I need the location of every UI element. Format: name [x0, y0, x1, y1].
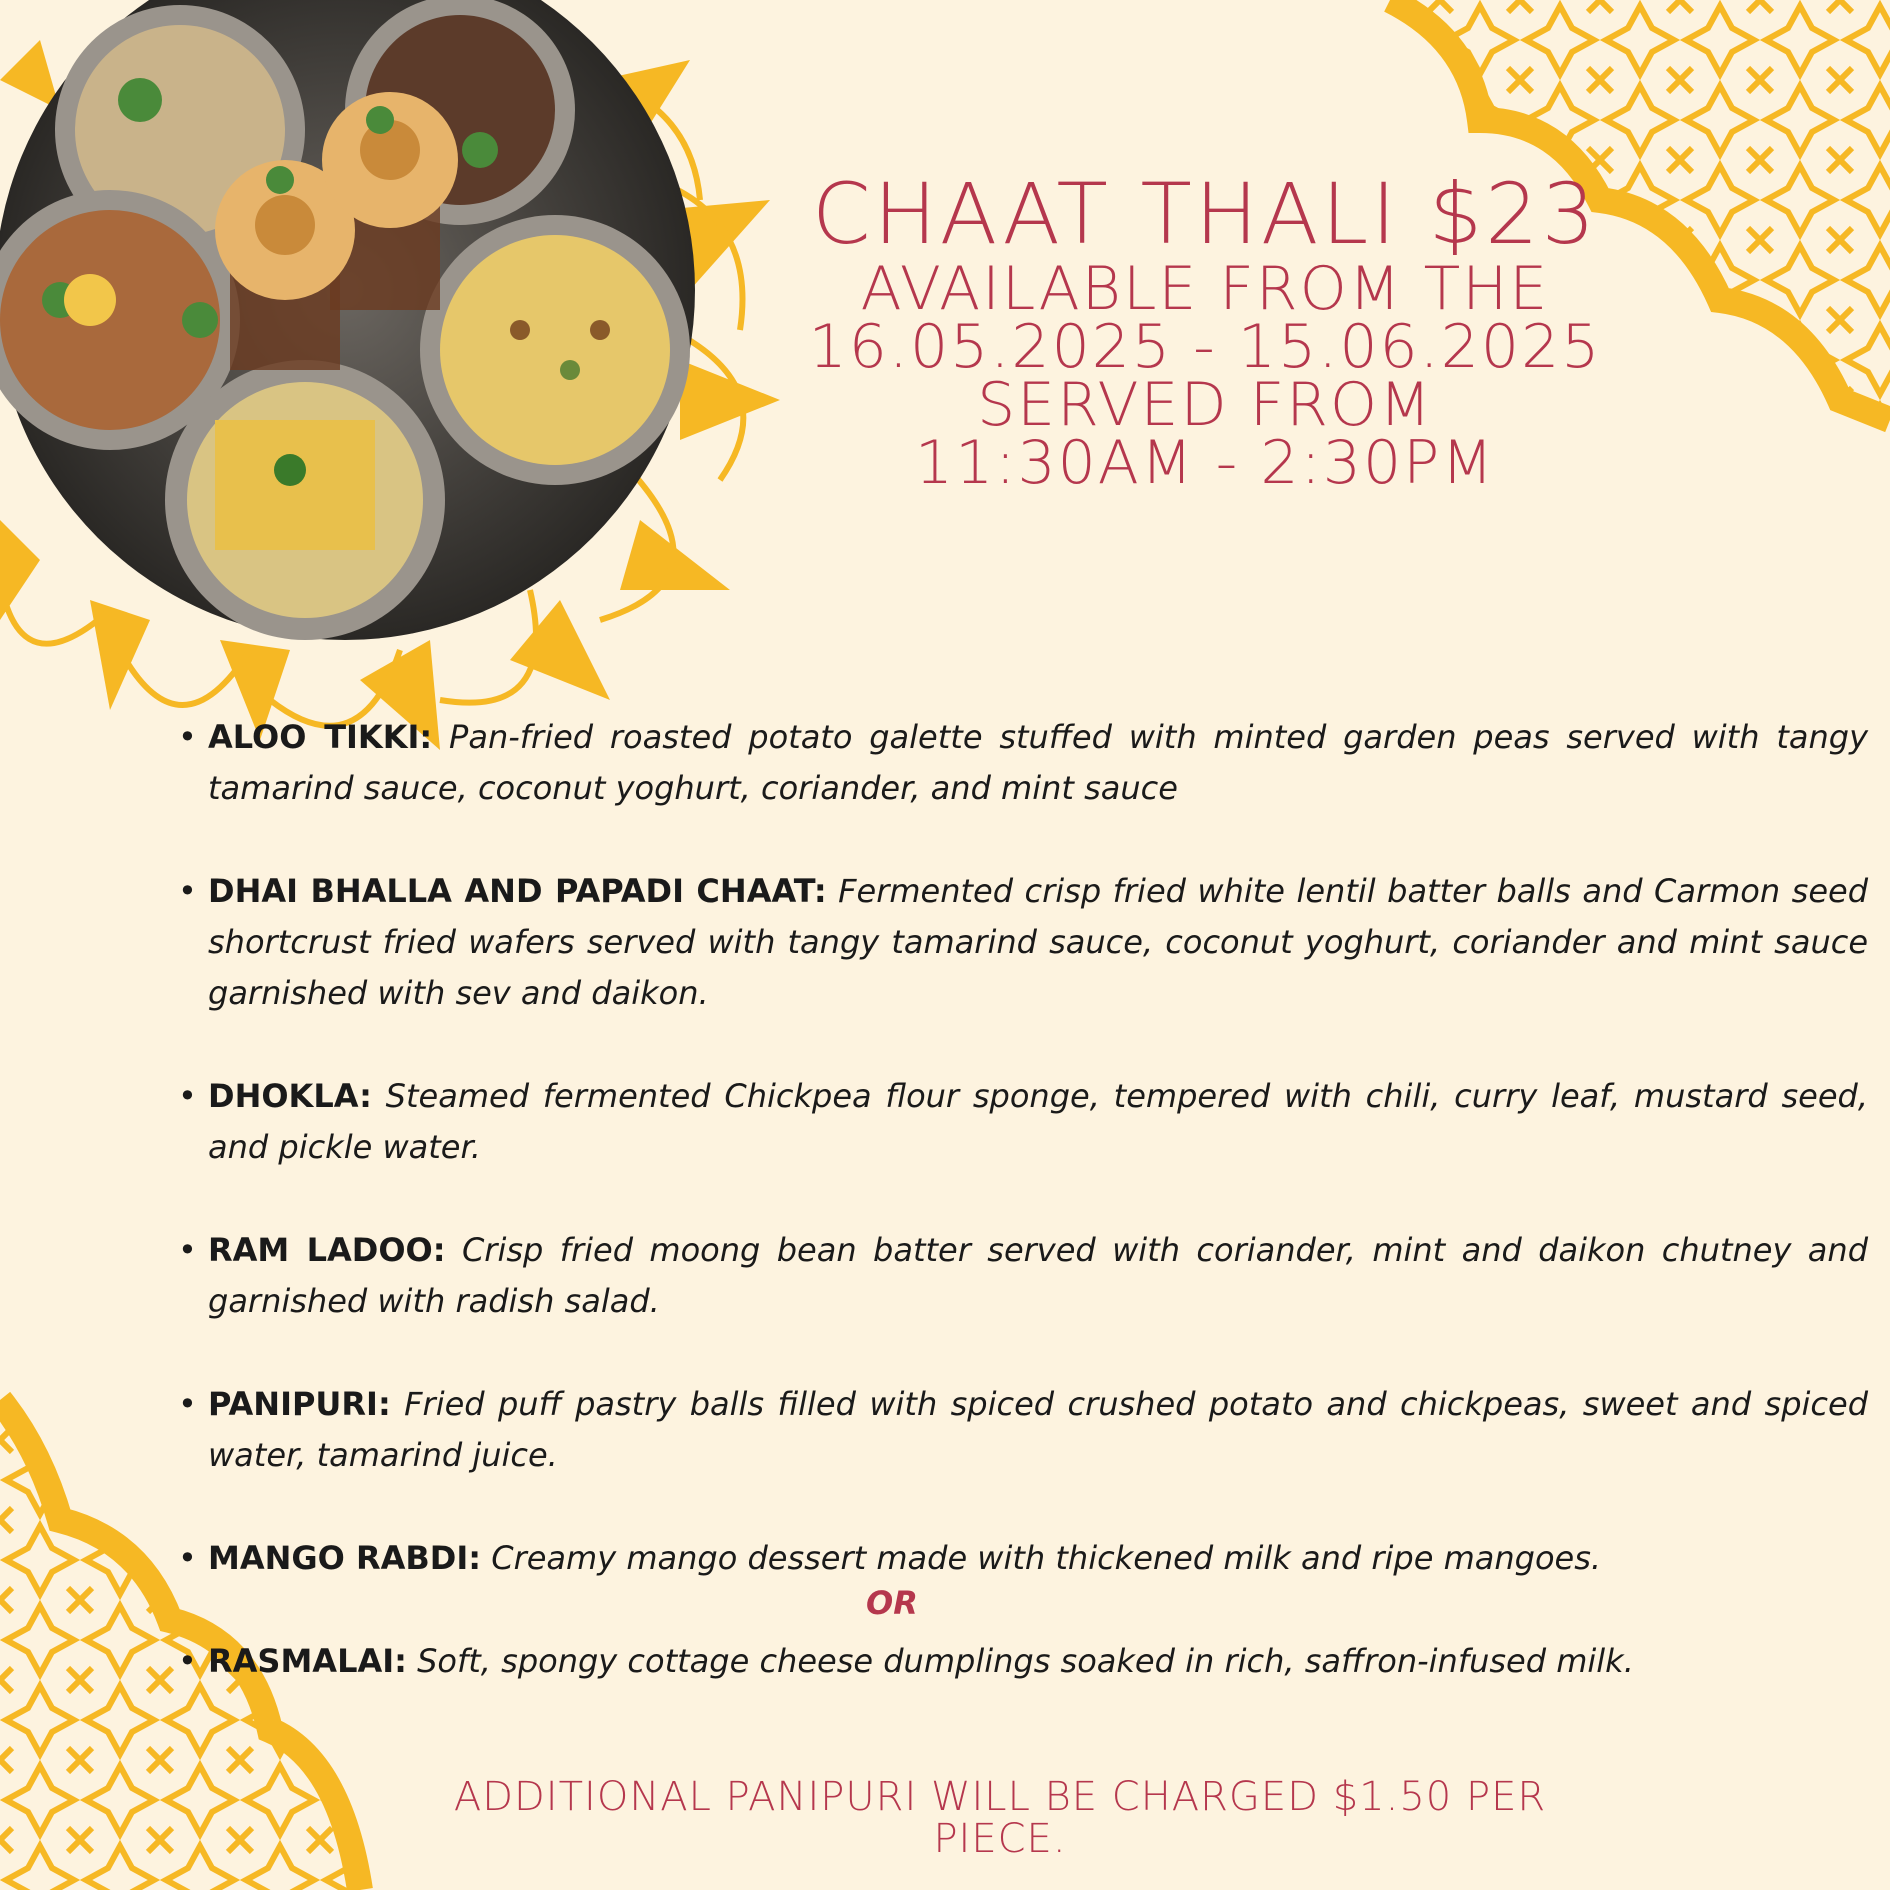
availability-dates: 16.05.2025 - 15.06.2025 [808, 312, 1602, 382]
menu-item-name: ALOO TIKKI: [208, 718, 433, 756]
footer-line: ADDITIONAL PANIPURI WILL BE CHARGED $1.50 PER [453, 1774, 1547, 1820]
menu-item-description: Fermented crisp fried white lentil batter balls and Carmon seed shortcrust fried wafers served with tangy tamarind sauce, coconut yoghurt, coriander and mint sauce garnished with sev and daikon. [208, 872, 1869, 1012]
or-separator: OR [866, 1584, 918, 1622]
menu-item-description: Fried puff pastry balls filled with spiced crushed potato and chickpeas, sweet and spiced water, tamarind juice. [208, 1385, 1868, 1474]
food-photo [0, 0, 695, 640]
menu-item-dhokla [178, 1071, 1868, 1173]
menu-item-aloo-tikki [178, 712, 1868, 814]
thali-title: CHAAT THALI $23 [811, 165, 1599, 263]
menu-item-rasmalai [178, 1636, 1868, 1687]
availability-label: AVAILABLE FROM THE [860, 254, 1550, 324]
menu-item-dhai-bhalla [178, 866, 1868, 1019]
menu-item-description: Creamy mango dessert made with thickened milk and ripe mangoes. [481, 1539, 1602, 1577]
menu-list [178, 712, 1868, 1739]
menu-item-description: Steamed fermented Chickpea flour sponge, tempered with chili, curry leaf, mustard seed, and pickle water. [208, 1077, 1868, 1166]
menu-item-name: DHOKLA: [208, 1077, 372, 1115]
menu-item-name: RAM LADOO: [208, 1231, 446, 1269]
menu-item-mango-rabdi [178, 1533, 1868, 1584]
menu-item-description: Soft, spongy cottage cheese dumplings soaked in rich, saffron-infused milk. [406, 1642, 1634, 1680]
menu-item-panipuri [178, 1379, 1868, 1481]
menu-item-ram-ladoo [178, 1225, 1868, 1327]
served-label: SERVED FROM [977, 370, 1433, 440]
footer-note [420, 1776, 1580, 1860]
menu-item-name: PANIPURI: [208, 1385, 391, 1423]
promo-header [760, 165, 1650, 498]
menu-item-description: Crisp fried moong bean batter served with coriander, mint and daikon chutney and garnished with radish salad. [208, 1231, 1869, 1320]
menu-item-name: MANGO RABDI: [208, 1539, 482, 1577]
menu-item-description: Pan-fried roasted potato galette stuffed with minted garden peas served with tangy tamarind sauce, coconut yoghurt, coriander, and mint sauce [208, 718, 1869, 807]
served-hours: 11:30AM - 2:30PM [914, 428, 1496, 498]
menu-item-name: RASMALAI: [208, 1642, 407, 1680]
footer-line: PIECE. [933, 1816, 1067, 1862]
menu-item-name: DHAI BHALLA AND PAPADI CHAAT: [208, 872, 827, 910]
